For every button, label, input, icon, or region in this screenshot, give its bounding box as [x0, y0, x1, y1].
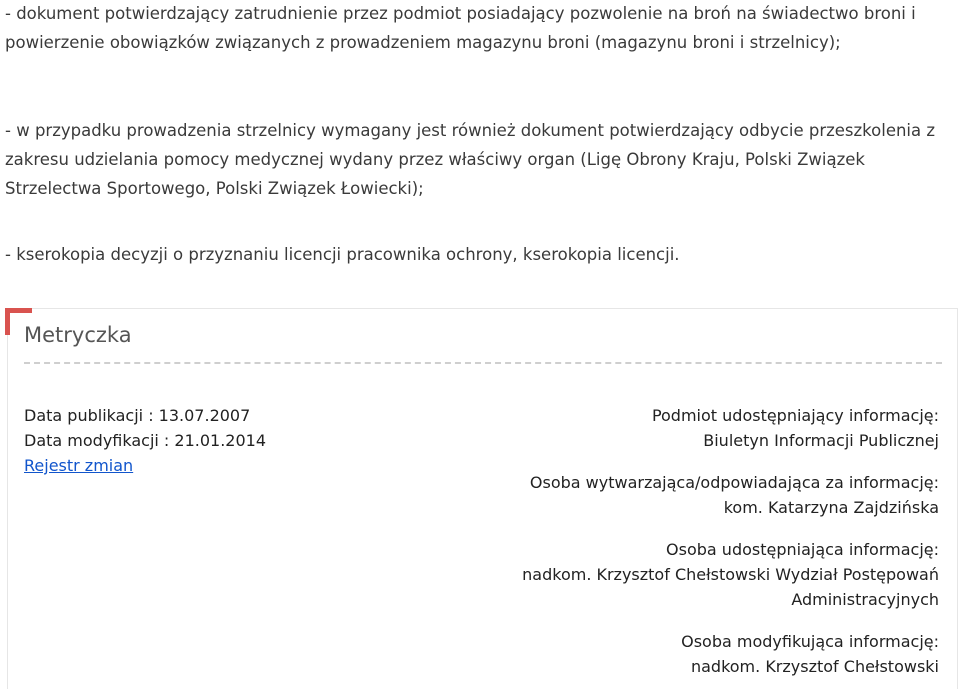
publisher-value-cont: Administracyjnych — [791, 590, 939, 609]
modifier-group — [479, 629, 939, 679]
modifier-value: nadkom. Krzysztof Chełstowski — [690, 657, 939, 676]
changelog-link[interactable]: Rejestr zmian — [24, 456, 134, 475]
publisher-group — [479, 537, 939, 612]
requirement-paragraph-1: - dokument potwierdzający zatrudnienie przez podmiot posiadający pozwolenie na broń na świadectwo broni i powierzenie obowiązków związanych z prowadzeniem magazynu broni (magazynu broni i strzelnicy); — [5, 4, 916, 52]
metryczka-title: Metryczka — [24, 323, 132, 347]
author-value: kom. Katarzyna Zajdzińska — [723, 498, 939, 517]
requirement-paragraph-3: - kserokopia decyzji o przyznaniu licencji pracownika ochrony, kserokopia licencji. — [5, 245, 680, 264]
publication-date: Data publikacji : 13.07.2007 — [24, 406, 251, 425]
dashed-divider — [24, 362, 942, 364]
author-label: Osoba wytwarzająca/odpowiadająca za informację: — [529, 473, 939, 492]
provider-group — [479, 403, 939, 453]
modifier-label: Osoba modyfikująca informację: — [681, 632, 939, 651]
metryczka-dates — [24, 403, 266, 478]
author-group — [479, 470, 939, 520]
modification-date: Data modyfikacji : 21.01.2014 — [24, 431, 267, 450]
metryczka-responsibles — [479, 403, 939, 696]
requirement-paragraph-2: - w przypadku prowadzenia strzelnicy wymagany jest również dokument potwierdzający odbycie przeszkolenia z zakresu udzielania pomocy medycznej wydany przez właściwy organ (Ligę Obrony Kraju, Polski Związek Strzelectwa Sportowego, Polski Związek Łowiecki); — [5, 121, 936, 198]
corner-accent-vertical — [5, 308, 10, 335]
publisher-value: nadkom. Krzysztof Chełstowski Wydział Postępowań — [522, 565, 939, 584]
publisher-label: Osoba udostępniająca informację: — [666, 540, 939, 559]
provider-label: Podmiot udostępniający informację: — [651, 406, 939, 425]
provider-value: Biuletyn Informacji Publicznej — [703, 431, 939, 450]
